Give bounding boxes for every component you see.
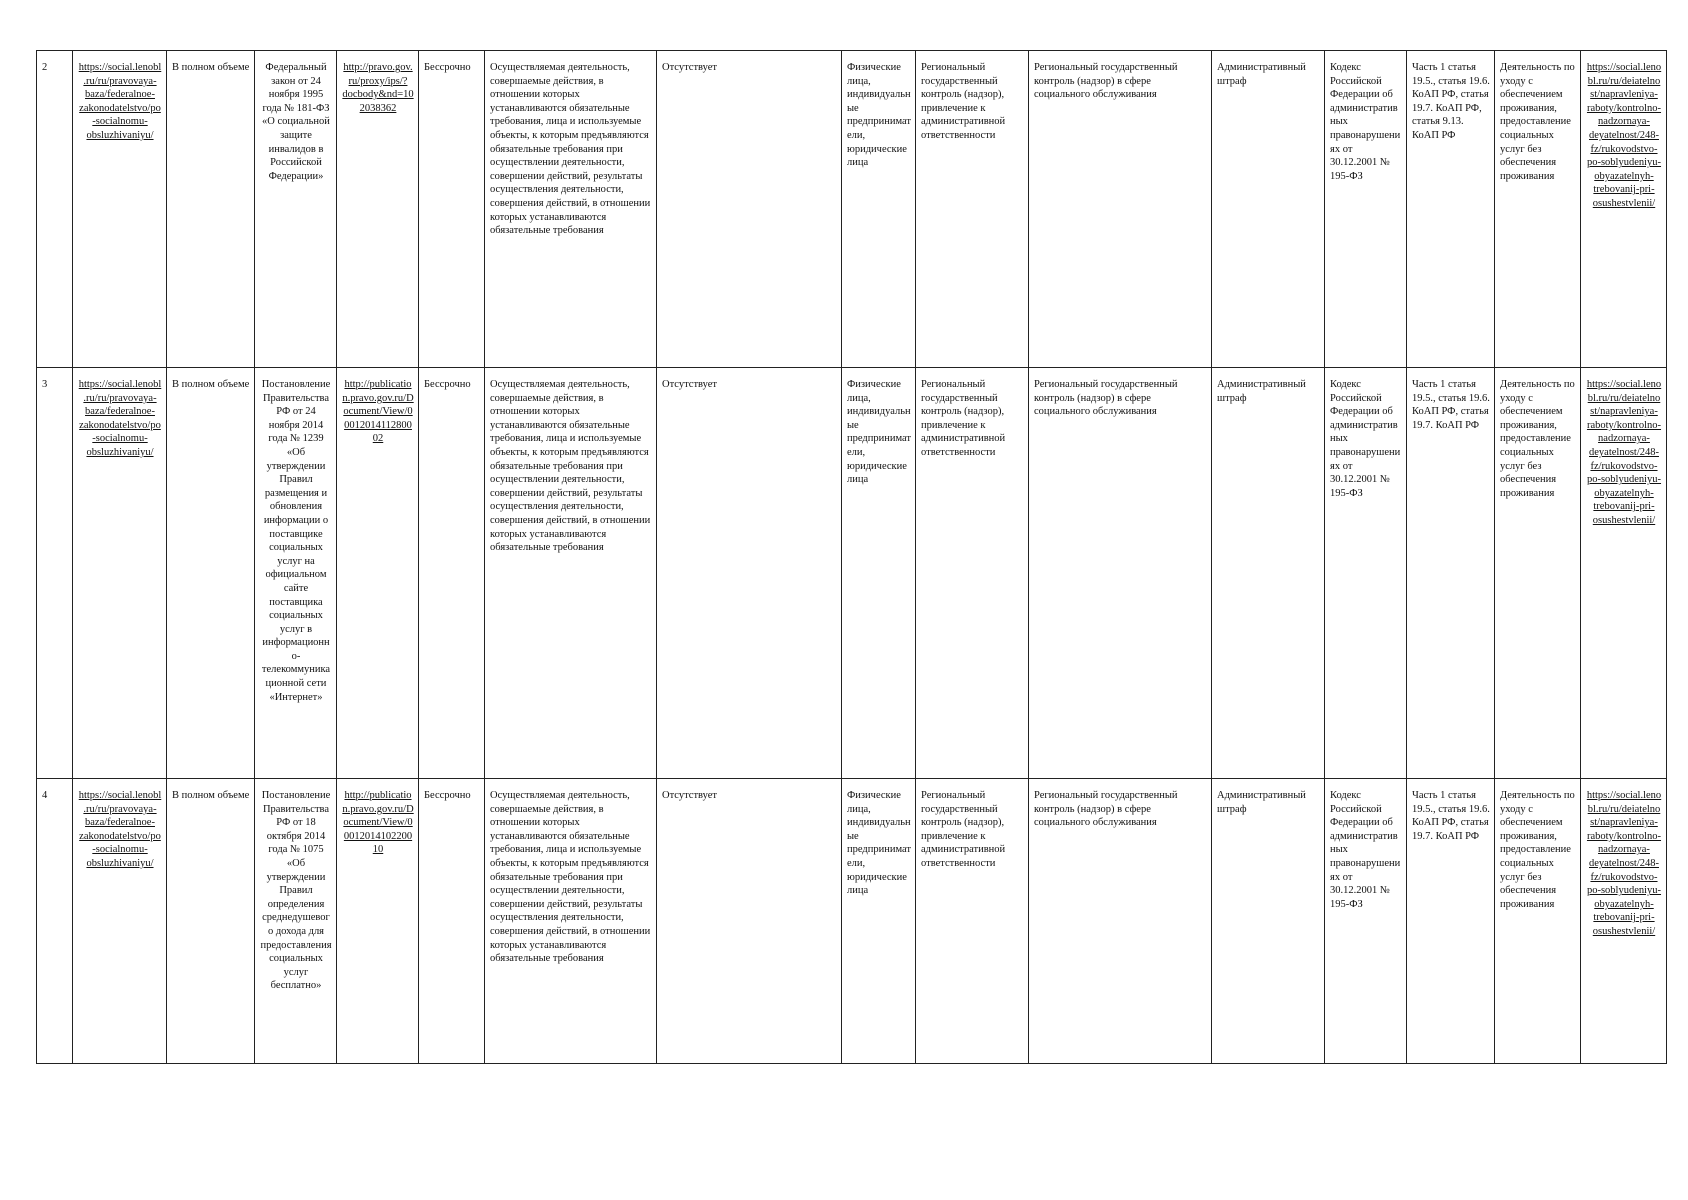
term-cell: Бессрочно: [419, 368, 485, 779]
control-type-cell: Региональный государственный контроль (надзор) в сфере социального обслуживания: [1029, 368, 1212, 779]
legal-act-cell: Федеральный закон от 24 ноября 1995 года № 181-ФЗ «О социальной защите инвалидов в Российской Федерации»: [255, 51, 337, 368]
activity-cell: Деятельность по уходу с обеспечением проживания, предоставление социальных услуг без обеспечения проживания: [1495, 779, 1581, 1064]
control-type-cell: Региональный государственный контроль (надзор) в сфере социального обслуживания: [1029, 51, 1212, 368]
articles-cell: Часть 1 статья 19.5., статья 19.6. КоАП РФ, статья 19.7. КоАП РФ, статья 9.13. КоАП РФ: [1407, 51, 1495, 368]
source-link[interactable]: https://social.lenobl.ru/ru/pravovaya-baza/federalnoe-zakonodatelstvo/po-socialnomu-obsluzhivaniyu/: [73, 368, 167, 779]
activity-cell: Деятельность по уходу с обеспечением проживания, предоставление социальных услуг без обеспечения проживания: [1495, 51, 1581, 368]
legal-act-link[interactable]: http://publication.pravo.gov.ru/Document/View/0001201410220010: [337, 779, 419, 1064]
absent-cell: Отсутствует: [657, 779, 842, 1064]
subjects-cell: Физические лица, индивидуальные предприниматели, юридические лица: [842, 368, 916, 779]
guide-link[interactable]: https://social.lenobl.ru/ru/deiatelnost/napravleniya-raboty/kontrolno-nadzornaya-deyatelnost/248-fz/rukovodstvo-po-soblyudeniyu-obyazatelnyh-trebovanij-pri-osushestvlenii/: [1581, 51, 1667, 368]
penalty-cell: Административный штраф: [1212, 779, 1325, 1064]
table-row: [37, 368, 1667, 779]
scope-cell: В полном объеме: [167, 51, 255, 368]
requirements-table: [36, 50, 1667, 1064]
subjects-cell: Физические лица, индивидуальные предприниматели, юридические лица: [842, 51, 916, 368]
table-row: [37, 51, 1667, 368]
control-form-cell: Региональный государственный контроль (надзор), привлечение к административной ответственности: [916, 51, 1029, 368]
penalty-cell: Административный штраф: [1212, 368, 1325, 779]
legal-act-link[interactable]: http://pravo.gov.ru/proxy/ips/?docbody&nd=102038362: [337, 51, 419, 368]
scope-cell: В полном объеме: [167, 368, 255, 779]
term-cell: Бессрочно: [419, 779, 485, 1064]
scope-cell: В полном объеме: [167, 779, 255, 1064]
absent-cell: Отсутствует: [657, 51, 842, 368]
code-cell: Кодекс Российской Федерации об административных правонарушениях от 30.12.2001 № 195-ФЗ: [1325, 368, 1407, 779]
code-cell: Кодекс Российской Федерации об административных правонарушениях от 30.12.2001 № 195-ФЗ: [1325, 779, 1407, 1064]
control-type-cell: Региональный государственный контроль (надзор) в сфере социального обслуживания: [1029, 779, 1212, 1064]
row-number: 2: [37, 51, 73, 368]
legal-act-cell: Постановление Правительства РФ от 18 октября 2014 года № 1075 «Об утверждении Правил определения среднедушевого дохода для предоставления социальных услуг бесплатно»: [255, 779, 337, 1064]
source-link[interactable]: https://social.lenobl.ru/ru/pravovaya-baza/federalnoe-zakonodatelstvo/po-socialnomu-obsluzhivaniyu/: [73, 779, 167, 1064]
object-cell: Осуществляемая деятельность, совершаемые действия, в отношении которых устанавливаются обязательные требования, лица и используемые объекты, к которым предъявляются обязательные требования при осуществлении деятельности, совершении действий, результаты осуществления деятельности, совершения действий, в отношении которых устанавливаются обязательные требования: [485, 51, 657, 368]
guide-link[interactable]: https://social.lenobl.ru/ru/deiatelnost/napravleniya-raboty/kontrolno-nadzornaya-deyatelnost/248-fz/rukovodstvo-po-soblyudeniyu-obyazatelnyh-trebovanij-pri-osushestvlenii/: [1581, 368, 1667, 779]
guide-link[interactable]: https://social.lenobl.ru/ru/deiatelnost/napravleniya-raboty/kontrolno-nadzornaya-deyatelnost/248-fz/rukovodstvo-po-soblyudeniyu-obyazatelnyh-trebovanij-pri-osushestvlenii/: [1581, 779, 1667, 1064]
source-link[interactable]: https://social.lenobl.ru/ru/pravovaya-baza/federalnoe-zakonodatelstvo/po-socialnomu-obsluzhivaniyu/: [73, 51, 167, 368]
row-number: 3: [37, 368, 73, 779]
table-row: [37, 779, 1667, 1064]
object-cell: Осуществляемая деятельность, совершаемые действия, в отношении которых устанавливаются обязательные требования, лица и используемые объекты, к которым предъявляются обязательные требования при осуществлении деятельности, совершении действий, результаты осуществления деятельности, совершения действий, в отношении которых устанавливаются обязательные требования: [485, 368, 657, 779]
term-cell: Бессрочно: [419, 51, 485, 368]
penalty-cell: Административный штраф: [1212, 51, 1325, 368]
articles-cell: Часть 1 статья 19.5., статья 19.6. КоАП РФ, статья 19.7. КоАП РФ: [1407, 368, 1495, 779]
legal-act-link[interactable]: http://publication.pravo.gov.ru/Document/View/0001201411280002: [337, 368, 419, 779]
legal-act-cell: Постановление Правительства РФ от 24 ноября 2014 года № 1239 «Об утверждении Правил размещения и обновления информации о поставщике социальных услуг на официальном сайте поставщика социальных услуг в информационно-телекоммуникационной сети «Интернет»: [255, 368, 337, 779]
row-number: 4: [37, 779, 73, 1064]
code-cell: Кодекс Российской Федерации об административных правонарушениях от 30.12.2001 № 195-ФЗ: [1325, 51, 1407, 368]
absent-cell: Отсутствует: [657, 368, 842, 779]
subjects-cell: Физические лица, индивидуальные предприниматели, юридические лица: [842, 779, 916, 1064]
control-form-cell: Региональный государственный контроль (надзор), привлечение к административной ответственности: [916, 779, 1029, 1064]
articles-cell: Часть 1 статья 19.5., статья 19.6. КоАП РФ, статья 19.7. КоАП РФ: [1407, 779, 1495, 1064]
control-form-cell: Региональный государственный контроль (надзор), привлечение к административной ответственности: [916, 368, 1029, 779]
activity-cell: Деятельность по уходу с обеспечением проживания, предоставление социальных услуг без обеспечения проживания: [1495, 368, 1581, 779]
object-cell: Осуществляемая деятельность, совершаемые действия, в отношении которых устанавливаются обязательные требования, лица и используемые объекты, к которым предъявляются обязательные требования при осуществлении деятельности, совершении действий, результаты осуществления деятельности, совершения действий, в отношении которых устанавливаются обязательные требования: [485, 779, 657, 1064]
